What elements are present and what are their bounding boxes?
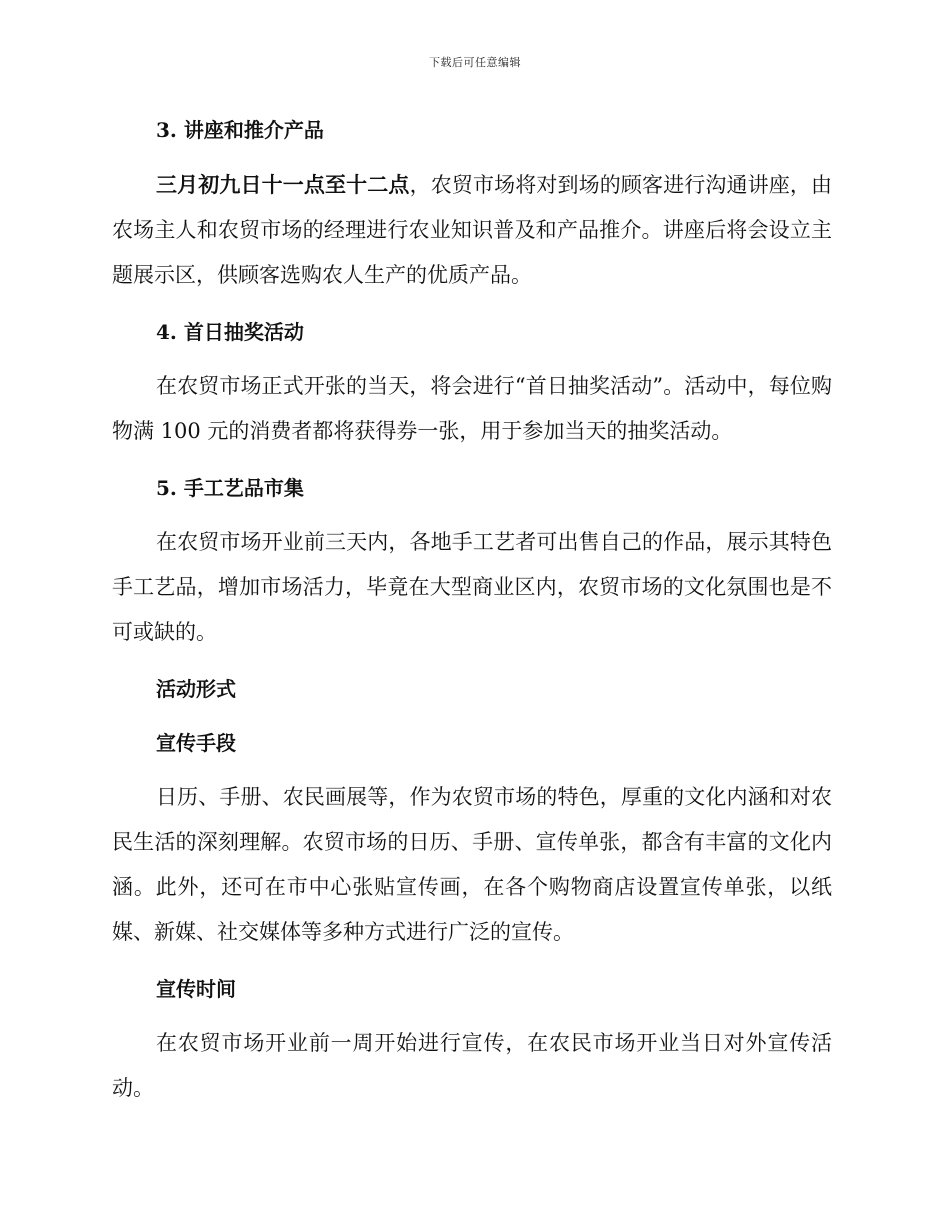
section-heading-lottery: 4. 首日抽奖活动: [156, 320, 304, 344]
document-body: [112, 108, 832, 1113]
section-heading-promo-means: 宣传手段: [156, 731, 236, 755]
spacer: [112, 765, 832, 775]
lecture-text: ，农贸市场将对到场的顾客进行沟通讲座，由农场主人和农贸市场的经理进行农业知识普及和产品推介。讲座后将会设立主题展示区，供顾客选购农人生产的优质产品。: [112, 173, 833, 287]
paragraph-promo-time: 在农贸市场开业前一周开始进行宣传，在农民市场开业当日对外宣传活动。: [112, 1031, 832, 1100]
spacer: [112, 510, 832, 520]
section-heading-crafts: 5. 手工艺品市集: [156, 476, 304, 500]
paragraph-promo-means: 日历、手册、农民画展等，作为农贸市场的特色，厚重的文化内涵和对农民生活的深刻理解。农贸市场的日历、手册、宣传单张，都含有丰富的文化内涵。此外，还可在市中心张贴宣传画，在各个购物商店设置宣传单张，以纸媒、新媒、社交媒体等多种方式进行广泛的宣传。: [112, 785, 832, 944]
section-heading-activity-form: 活动形式: [156, 677, 236, 701]
spacer: [112, 711, 832, 721]
paragraph-lecture: [112, 162, 832, 298]
paragraph-lottery: 在农贸市场正式开张的当天，将会进行“首日抽奖活动”。活动中，每位购物满 100 元的消费者都将获得券一张，用于参加当天的抽奖活动。: [112, 374, 832, 443]
spacer: [112, 152, 832, 162]
spacer: [112, 657, 832, 667]
spacer: [112, 300, 832, 310]
spacer: [112, 957, 832, 967]
section-heading-lecture: 3. 讲座和推介产品: [156, 118, 324, 142]
spacer: [112, 456, 832, 466]
paragraph-crafts: 在农贸市场开业前三天内，各地手工艺者可出售自己的作品，展示其特色手工艺品，增加市场活力，毕竟在大型商业区内，农贸市场的文化氛围也是不可或缺的。: [112, 530, 832, 644]
spacer: [112, 1011, 832, 1021]
page-header: 下载后可任意编辑: [429, 56, 521, 69]
spacer: [112, 354, 832, 364]
lecture-time-lead: 三月初九日十一点至十二点: [156, 172, 410, 197]
section-heading-promo-time: 宣传时间: [156, 977, 236, 1001]
